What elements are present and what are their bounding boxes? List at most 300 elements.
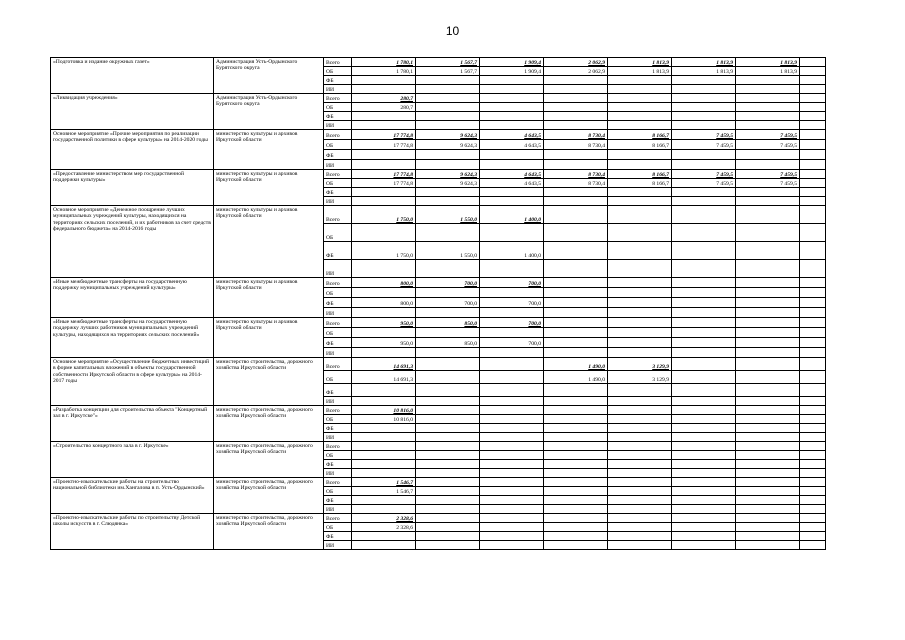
activity-name: «Разработка концепции для строительства объекта "Концертный зал в г. Иркутске"» bbox=[51, 406, 214, 442]
amount-cell bbox=[480, 424, 544, 433]
empty-cell bbox=[800, 121, 826, 130]
amount-cell bbox=[608, 206, 672, 224]
amount-cell bbox=[544, 532, 608, 541]
amount-cell: 7 459,5 bbox=[672, 130, 736, 140]
amount-cell bbox=[672, 224, 736, 242]
amount-cell bbox=[544, 384, 608, 397]
funding-source: Всего bbox=[324, 130, 352, 140]
amount-cell bbox=[480, 112, 544, 121]
amount-cell: 1 813,9 bbox=[608, 67, 672, 76]
amount-cell bbox=[352, 442, 416, 451]
amount-cell bbox=[480, 94, 544, 103]
amount-cell bbox=[608, 197, 672, 206]
amount-cell bbox=[480, 384, 544, 397]
table-row bbox=[51, 406, 826, 415]
amount-cell bbox=[544, 206, 608, 224]
amount-cell: 1 813,9 bbox=[736, 67, 800, 76]
amount-cell bbox=[672, 469, 736, 478]
amount-cell bbox=[416, 358, 480, 371]
amount-cell bbox=[352, 85, 416, 94]
responsible-executor: министерство строительства, дорожного хозяйства Иркутской области bbox=[214, 406, 324, 442]
amount-cell bbox=[480, 469, 544, 478]
amount-cell bbox=[672, 103, 736, 112]
amount-cell bbox=[352, 505, 416, 514]
amount-cell: 2 062,9 bbox=[544, 67, 608, 76]
funding-source: ИИ bbox=[324, 260, 352, 278]
table-row bbox=[51, 318, 826, 328]
amount-cell bbox=[544, 260, 608, 278]
amount-cell: 1 780,1 bbox=[352, 67, 416, 76]
amount-cell bbox=[480, 348, 544, 358]
empty-cell bbox=[800, 505, 826, 514]
amount-cell bbox=[416, 288, 480, 298]
amount-cell bbox=[544, 469, 608, 478]
amount-cell bbox=[672, 442, 736, 451]
amount-cell bbox=[736, 358, 800, 371]
amount-cell bbox=[736, 76, 800, 85]
empty-cell bbox=[800, 103, 826, 112]
funding-source: ФБ bbox=[324, 112, 352, 121]
funding-source: Всего bbox=[324, 318, 352, 328]
funding-source: ФБ bbox=[324, 496, 352, 505]
amount-cell bbox=[672, 460, 736, 469]
funding-source: ИИ bbox=[324, 348, 352, 358]
amount-cell bbox=[352, 384, 416, 397]
amount-cell: 1 400,0 bbox=[480, 242, 544, 260]
amount-cell bbox=[736, 328, 800, 338]
amount-cell bbox=[416, 451, 480, 460]
empty-cell bbox=[800, 532, 826, 541]
activity-name: «Проектно-изыскательские работы по строительству Детской школы искусств в г. Слюдянка» bbox=[51, 514, 214, 550]
amount-cell bbox=[544, 278, 608, 288]
responsible-executor: министерство строительства, дорожного хозяйства Иркутской области bbox=[214, 358, 324, 406]
funding-source: ОБ bbox=[324, 224, 352, 242]
amount-cell bbox=[608, 103, 672, 112]
amount-cell: 1 550,0 bbox=[416, 242, 480, 260]
amount-cell bbox=[672, 260, 736, 278]
amount-cell bbox=[672, 76, 736, 85]
amount-cell: 17 774,8 bbox=[352, 140, 416, 150]
amount-cell bbox=[736, 224, 800, 242]
amount-cell: 1 813,9 bbox=[672, 67, 736, 76]
amount-cell: 7 459,5 bbox=[672, 140, 736, 150]
amount-cell bbox=[544, 415, 608, 424]
amount-cell bbox=[672, 406, 736, 415]
amount-cell: 7 459,5 bbox=[736, 170, 800, 179]
funding-source: ИИ bbox=[324, 469, 352, 478]
amount-cell: 1 780,1 bbox=[352, 58, 416, 67]
amount-cell bbox=[608, 188, 672, 197]
empty-cell bbox=[800, 397, 826, 406]
funding-source: Всего bbox=[324, 406, 352, 415]
empty-cell bbox=[800, 278, 826, 288]
activity-name: Основное мероприятие «Прочие мероприятия по реализации государственной политики в сфере культуры» на 2014-2020 годы bbox=[51, 130, 214, 170]
amount-cell bbox=[544, 406, 608, 415]
amount-cell bbox=[672, 496, 736, 505]
amount-cell: 950,0 bbox=[352, 338, 416, 348]
funding-source: ФБ bbox=[324, 338, 352, 348]
empty-cell bbox=[800, 188, 826, 197]
amount-cell bbox=[672, 188, 736, 197]
amount-cell bbox=[352, 348, 416, 358]
amount-cell bbox=[672, 348, 736, 358]
amount-cell bbox=[480, 505, 544, 514]
funding-source: ФБ bbox=[324, 150, 352, 160]
amount-cell bbox=[608, 224, 672, 242]
amount-cell bbox=[544, 328, 608, 338]
amount-cell bbox=[736, 160, 800, 170]
amount-cell bbox=[544, 160, 608, 170]
amount-cell bbox=[672, 451, 736, 460]
table-row bbox=[51, 206, 826, 224]
amount-cell: 3 129,9 bbox=[608, 371, 672, 384]
amount-cell bbox=[672, 523, 736, 532]
amount-cell bbox=[736, 487, 800, 496]
amount-cell: 280,7 bbox=[352, 103, 416, 112]
empty-cell bbox=[800, 328, 826, 338]
funding-source: ФБ bbox=[324, 532, 352, 541]
amount-cell bbox=[416, 469, 480, 478]
activity-name: «Иные межбюджетные трансферты на государственную поддержку муниципальных учреждений культуры» bbox=[51, 278, 214, 318]
amount-cell bbox=[672, 150, 736, 160]
amount-cell bbox=[480, 460, 544, 469]
amount-cell bbox=[480, 328, 544, 338]
amount-cell: 1 813,9 bbox=[736, 58, 800, 67]
amount-cell: 7 459,5 bbox=[672, 179, 736, 188]
amount-cell bbox=[608, 121, 672, 130]
amount-cell: 1 546,7 bbox=[352, 487, 416, 496]
activity-name: Основное мероприятие «Денежное поощрение лучших муниципальных учреждений культуры, находящихся на территориях сельских поселений, и их работников за счет средств федерального бюджета» на 2014-2016 годы bbox=[51, 206, 214, 278]
amount-cell: 1 567,7 bbox=[416, 67, 480, 76]
empty-cell bbox=[800, 384, 826, 397]
empty-cell bbox=[800, 85, 826, 94]
funding-source: ОБ bbox=[324, 288, 352, 298]
amount-cell bbox=[480, 121, 544, 130]
amount-cell bbox=[352, 160, 416, 170]
amount-cell bbox=[736, 424, 800, 433]
amount-cell bbox=[544, 288, 608, 298]
amount-cell bbox=[480, 478, 544, 487]
amount-cell bbox=[352, 460, 416, 469]
amount-cell bbox=[736, 532, 800, 541]
amount-cell bbox=[480, 358, 544, 371]
amount-cell bbox=[544, 298, 608, 308]
amount-cell bbox=[416, 150, 480, 160]
amount-cell bbox=[416, 76, 480, 85]
empty-cell bbox=[800, 469, 826, 478]
empty-cell bbox=[800, 496, 826, 505]
amount-cell: 1 546,7 bbox=[352, 478, 416, 487]
amount-cell bbox=[544, 338, 608, 348]
amount-cell bbox=[416, 460, 480, 469]
amount-cell bbox=[480, 308, 544, 318]
empty-cell bbox=[800, 160, 826, 170]
amount-cell bbox=[544, 397, 608, 406]
amount-cell bbox=[544, 242, 608, 260]
amount-cell bbox=[544, 121, 608, 130]
amount-cell bbox=[608, 298, 672, 308]
amount-cell bbox=[736, 460, 800, 469]
amount-cell bbox=[416, 415, 480, 424]
amount-cell bbox=[352, 451, 416, 460]
amount-cell bbox=[544, 308, 608, 318]
funding-source: ИИ bbox=[324, 121, 352, 130]
amount-cell bbox=[544, 541, 608, 550]
amount-cell: 850,0 bbox=[416, 318, 480, 328]
amount-cell bbox=[672, 338, 736, 348]
amount-cell bbox=[544, 85, 608, 94]
funding-source: Всего bbox=[324, 358, 352, 371]
amount-cell bbox=[352, 469, 416, 478]
responsible-executor: министерство культуры и архивов Иркутской области bbox=[214, 170, 324, 206]
amount-cell: 8 166,7 bbox=[608, 130, 672, 140]
funding-source: Всего bbox=[324, 206, 352, 224]
responsible-executor: министерство культуры и архивов Иркутской области bbox=[214, 130, 324, 170]
table-row bbox=[51, 130, 826, 140]
table-row bbox=[51, 478, 826, 487]
amount-cell bbox=[480, 541, 544, 550]
amount-cell bbox=[736, 442, 800, 451]
amount-cell bbox=[352, 121, 416, 130]
amount-cell bbox=[352, 424, 416, 433]
amount-cell bbox=[672, 206, 736, 224]
funding-source: ИИ bbox=[324, 433, 352, 442]
amount-cell bbox=[608, 487, 672, 496]
empty-cell bbox=[800, 318, 826, 328]
empty-cell bbox=[800, 348, 826, 358]
amount-cell bbox=[416, 94, 480, 103]
funding-source: ФБ bbox=[324, 76, 352, 85]
amount-cell bbox=[480, 487, 544, 496]
amount-cell: 2 328,6 bbox=[352, 523, 416, 532]
amount-cell bbox=[672, 308, 736, 318]
amount-cell: 700,0 bbox=[416, 278, 480, 288]
empty-cell bbox=[800, 224, 826, 242]
amount-cell bbox=[416, 85, 480, 94]
amount-cell bbox=[480, 260, 544, 278]
amount-cell bbox=[672, 298, 736, 308]
funding-source: ОБ bbox=[324, 487, 352, 496]
amount-cell: 1 813,9 bbox=[672, 58, 736, 67]
amount-cell: 3 129,9 bbox=[608, 358, 672, 371]
amount-cell bbox=[416, 112, 480, 121]
empty-cell bbox=[800, 415, 826, 424]
amount-cell bbox=[608, 278, 672, 288]
funding-source: ФБ bbox=[324, 188, 352, 197]
amount-cell bbox=[672, 478, 736, 487]
amount-cell bbox=[608, 532, 672, 541]
amount-cell bbox=[416, 505, 480, 514]
amount-cell bbox=[544, 188, 608, 197]
amount-cell: 17 774,8 bbox=[352, 170, 416, 179]
amount-cell bbox=[736, 308, 800, 318]
amount-cell bbox=[480, 523, 544, 532]
amount-cell bbox=[480, 150, 544, 160]
amount-cell bbox=[672, 242, 736, 260]
amount-cell: 2 062,9 bbox=[544, 58, 608, 67]
funding-source: ИИ bbox=[324, 505, 352, 514]
amount-cell bbox=[608, 469, 672, 478]
amount-cell bbox=[672, 384, 736, 397]
amount-cell: 8 166,7 bbox=[608, 170, 672, 179]
amount-cell bbox=[416, 532, 480, 541]
amount-cell bbox=[736, 338, 800, 348]
amount-cell bbox=[608, 308, 672, 318]
amount-cell bbox=[672, 197, 736, 206]
empty-cell bbox=[800, 94, 826, 103]
empty-cell bbox=[800, 130, 826, 140]
amount-cell bbox=[608, 505, 672, 514]
amount-cell: 4 643,5 bbox=[480, 179, 544, 188]
funding-source: ФБ bbox=[324, 424, 352, 433]
amount-cell bbox=[416, 160, 480, 170]
amount-cell bbox=[416, 348, 480, 358]
amount-cell: 8 730,4 bbox=[544, 179, 608, 188]
funding-source: ИИ bbox=[324, 541, 352, 550]
amount-cell bbox=[736, 298, 800, 308]
amount-cell bbox=[736, 433, 800, 442]
amount-cell bbox=[736, 121, 800, 130]
amount-cell bbox=[608, 424, 672, 433]
amount-cell bbox=[480, 406, 544, 415]
responsible-executor: Администрация Усть-Ордынского Бурятского округа bbox=[214, 58, 324, 94]
amount-cell: 1 490,0 bbox=[544, 371, 608, 384]
amount-cell bbox=[352, 260, 416, 278]
amount-cell bbox=[544, 460, 608, 469]
table-row bbox=[51, 170, 826, 179]
funding-source: ОБ bbox=[324, 103, 352, 112]
amount-cell bbox=[672, 278, 736, 288]
activity-name: «Подготовка и издание окружных газет» bbox=[51, 58, 214, 94]
amount-cell bbox=[736, 451, 800, 460]
amount-cell: 700,0 bbox=[480, 278, 544, 288]
amount-cell bbox=[736, 242, 800, 260]
amount-cell bbox=[672, 514, 736, 523]
amount-cell: 700,0 bbox=[480, 298, 544, 308]
amount-cell bbox=[416, 260, 480, 278]
amount-cell bbox=[480, 224, 544, 242]
amount-cell bbox=[352, 496, 416, 505]
amount-cell bbox=[608, 541, 672, 550]
amount-cell: 1 813,9 bbox=[608, 58, 672, 67]
amount-cell bbox=[352, 150, 416, 160]
amount-cell bbox=[736, 496, 800, 505]
amount-cell bbox=[736, 278, 800, 288]
amount-cell: 4 643,5 bbox=[480, 130, 544, 140]
amount-cell bbox=[352, 288, 416, 298]
amount-cell bbox=[736, 397, 800, 406]
amount-cell bbox=[480, 415, 544, 424]
amount-cell bbox=[608, 478, 672, 487]
activity-name: «Ликвидация учреждения» bbox=[51, 94, 214, 130]
empty-cell bbox=[800, 170, 826, 179]
funding-source: ФБ bbox=[324, 242, 352, 260]
amount-cell bbox=[352, 397, 416, 406]
funding-source: ОБ bbox=[324, 179, 352, 188]
amount-cell bbox=[416, 478, 480, 487]
amount-cell bbox=[736, 523, 800, 532]
amount-cell bbox=[608, 112, 672, 121]
amount-cell bbox=[608, 160, 672, 170]
amount-cell bbox=[608, 260, 672, 278]
amount-cell bbox=[544, 424, 608, 433]
amount-cell: 800,0 bbox=[352, 298, 416, 308]
amount-cell bbox=[736, 469, 800, 478]
amount-cell: 1 909,4 bbox=[480, 67, 544, 76]
amount-cell bbox=[416, 103, 480, 112]
amount-cell: 700,0 bbox=[480, 338, 544, 348]
amount-cell: 17 774,8 bbox=[352, 130, 416, 140]
amount-cell bbox=[608, 523, 672, 532]
responsible-executor: министерство строительства, дорожного хозяйства Иркутской области bbox=[214, 478, 324, 514]
amount-cell bbox=[416, 197, 480, 206]
table-row bbox=[51, 514, 826, 523]
amount-cell: 800,0 bbox=[352, 278, 416, 288]
funding-source: ИИ bbox=[324, 308, 352, 318]
amount-cell: 1 750,0 bbox=[352, 206, 416, 224]
amount-cell bbox=[480, 197, 544, 206]
amount-cell bbox=[544, 433, 608, 442]
amount-cell bbox=[736, 188, 800, 197]
amount-cell: 9 624,3 bbox=[416, 140, 480, 150]
amount-cell: 7 459,5 bbox=[736, 130, 800, 140]
funding-source: Всего bbox=[324, 442, 352, 451]
amount-cell bbox=[608, 496, 672, 505]
amount-cell bbox=[352, 532, 416, 541]
amount-cell bbox=[544, 103, 608, 112]
amount-cell bbox=[736, 150, 800, 160]
empty-cell bbox=[800, 260, 826, 278]
amount-cell: 14 691,3 bbox=[352, 358, 416, 371]
amount-cell bbox=[352, 224, 416, 242]
responsible-executor: Администрация Усть-Ордынского Бурятского округа bbox=[214, 94, 324, 130]
amount-cell: 8 166,7 bbox=[608, 179, 672, 188]
amount-cell bbox=[608, 338, 672, 348]
amount-cell bbox=[608, 433, 672, 442]
amount-cell: 950,0 bbox=[352, 318, 416, 328]
empty-cell bbox=[800, 206, 826, 224]
amount-cell bbox=[672, 358, 736, 371]
amount-cell: 1 567,7 bbox=[416, 58, 480, 67]
amount-cell: 14 691,3 bbox=[352, 371, 416, 384]
amount-cell bbox=[608, 318, 672, 328]
funding-source: ФБ bbox=[324, 298, 352, 308]
amount-cell: 9 624,3 bbox=[416, 130, 480, 140]
table-row bbox=[51, 94, 826, 103]
budget-table bbox=[50, 57, 826, 550]
amount-cell bbox=[480, 76, 544, 85]
funding-source: Всего bbox=[324, 478, 352, 487]
empty-cell bbox=[800, 150, 826, 160]
amount-cell bbox=[672, 288, 736, 298]
amount-cell: 8 166,7 bbox=[608, 140, 672, 150]
amount-cell bbox=[480, 288, 544, 298]
amount-cell bbox=[416, 328, 480, 338]
amount-cell bbox=[672, 160, 736, 170]
funding-source: Всего bbox=[324, 514, 352, 523]
amount-cell bbox=[672, 433, 736, 442]
amount-cell bbox=[608, 406, 672, 415]
amount-cell bbox=[480, 188, 544, 197]
amount-cell bbox=[544, 487, 608, 496]
amount-cell bbox=[416, 397, 480, 406]
responsible-executor: министерство строительства, дорожного хозяйства Иркутской области bbox=[214, 514, 324, 550]
responsible-executor: министерство строительства, дорожного хозяйства Иркутской области bbox=[214, 442, 324, 478]
amount-cell bbox=[736, 94, 800, 103]
empty-cell bbox=[800, 451, 826, 460]
amount-cell bbox=[736, 260, 800, 278]
amount-cell: 7 459,5 bbox=[736, 179, 800, 188]
